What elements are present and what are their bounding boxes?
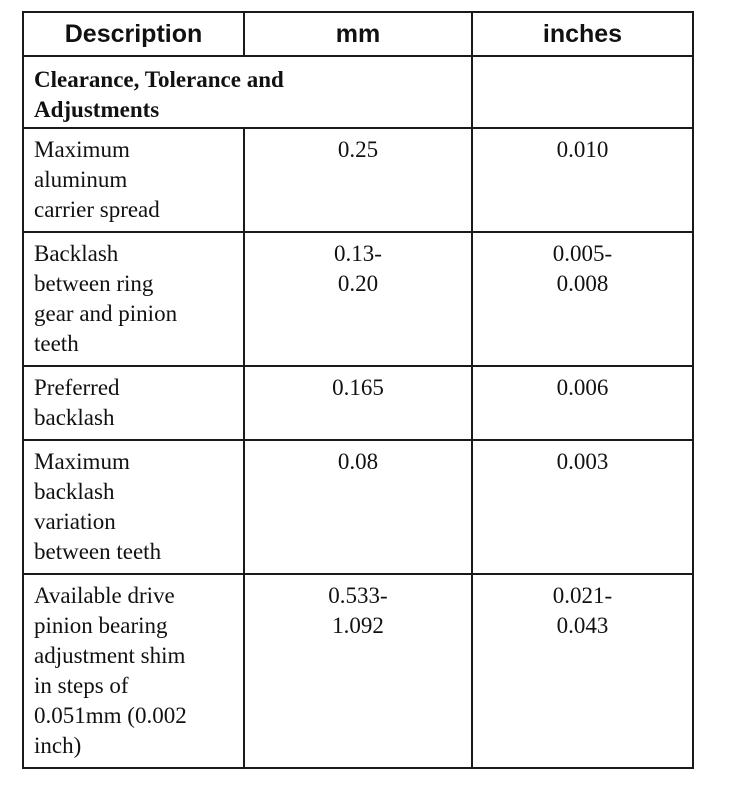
inches-cell [472,440,693,574]
table-row [23,366,693,440]
row-description: Maximum backlash variation between teeth [34,449,162,564]
table-row [23,440,693,574]
row-description: Available drive pinion bearing adjustment shim in steps of 0.051mm (0.002 inch) [34,583,187,758]
row-inches-value: 0.010 [556,137,609,162]
header-row [23,12,693,56]
row-description: Preferred backlash [34,375,120,430]
row-mm-value: 0.165 [332,375,384,400]
table-row [23,574,693,768]
table-row [23,128,693,232]
row-inches-value: 0.005- 0.008 [552,241,613,296]
row-inches-value: 0.006 [556,375,609,400]
specifications-table [22,11,694,769]
header-inches: inches [472,12,693,56]
mm-cell [244,574,472,768]
row-inches-value: 0.003 [556,449,609,474]
description-cell [23,128,244,232]
description-cell [23,440,244,574]
description-cell [23,366,244,440]
section-row [23,56,693,128]
header-description: Description [23,12,244,56]
row-description: Backlash between ring gear and pinion teeth [34,241,178,356]
row-inches-value: 0.021- 0.043 [552,583,613,638]
inches-cell [472,366,693,440]
header-mm: mm [244,12,472,56]
mm-cell [244,440,472,574]
row-mm-value: 0.533- 1.092 [328,583,388,638]
table-row [23,232,693,366]
inches-cell [472,128,693,232]
section-title-cell [23,56,472,128]
section-empty-cell [472,56,693,128]
description-cell [23,232,244,366]
inches-cell [472,574,693,768]
row-mm-value: 0.13- 0.20 [334,241,382,296]
description-cell [23,574,244,768]
row-mm-value: 0.08 [337,449,379,474]
mm-cell [244,232,472,366]
row-description: Maximum aluminum carrier spread [34,137,160,222]
row-mm-value: 0.25 [337,137,379,162]
mm-cell [244,366,472,440]
section-title: Clearance, Tolerance and Adjustments [34,67,284,122]
inches-cell [472,232,693,366]
mm-cell [244,128,472,232]
